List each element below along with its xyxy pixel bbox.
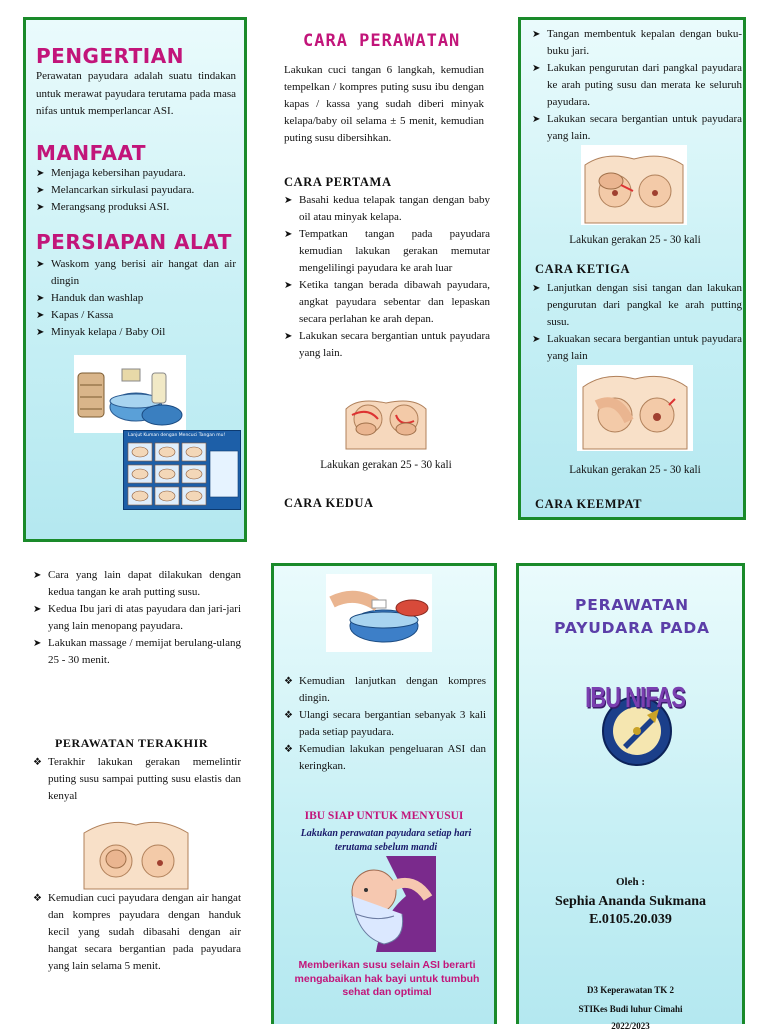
panel-pengertian <box>23 17 247 542</box>
ibu-siap-subtitle: Lakukan perawatan payudara setiap hari terutama sebelum mandi <box>300 828 472 853</box>
manfaat-item: ➤ Melancarkan sirkulasi payudara. <box>36 182 236 199</box>
logo-text: IBU NIFAS <box>585 681 685 714</box>
alat-item: ➤ Waskom yang berisi air hangat dan air dingin <box>36 256 236 290</box>
cara-keempat-list <box>33 567 241 669</box>
poster-title: Lanjut Kuman dengan Mencuci Tangan mu! <box>128 433 226 438</box>
cara-pertama-item: ➤ Basahi kedua telapak tangan dengan baby oil atau minyak kelapa. <box>284 192 490 226</box>
manfaat-list <box>36 165 236 216</box>
cara-perawatan-intro: Lakukan cuci tangan 6 langkah, kemudian tempelkan / kompres puting susu ibu dengan kapas / kassa yang sudah diberi minyak kelapa/baby oil selama ± 5 menit, kemudian puting susu dibersihkan. <box>284 64 484 144</box>
pengertian-heading: PENGERTIAN <box>36 44 184 68</box>
panel-cara-ketiga <box>518 17 746 520</box>
perawatan-terakhir-heading: PERAWATAN TERAKHIR <box>55 736 209 750</box>
alat-list <box>36 256 236 341</box>
cover-title: PERAWATAN PAYUDARA PADA <box>554 596 710 637</box>
panel-cara-perawatan <box>276 17 496 542</box>
cara-kedua-caption: Lakukan gerakan 25 - 30 kali <box>569 234 701 246</box>
cara-ketiga-caption: Lakukan gerakan 25 - 30 kali <box>569 464 701 476</box>
manfaat-heading: MANFAAT <box>36 140 147 165</box>
terakhir-item: ❖ Terakhir lakukan gerakan memelintir puting susu sampai putting susu elastis dan kenyal <box>33 754 241 805</box>
massage-illustration-2 <box>581 145 687 225</box>
cara-kedua-heading: CARA KEDUA <box>284 496 374 510</box>
panel-perawatan-terakhir <box>25 563 247 1024</box>
panel-cover <box>516 563 745 1031</box>
alat-item: ➤ Minyak kelapa / Baby Oil <box>36 324 236 341</box>
tahun-text: 2022/2023 <box>611 1021 650 1031</box>
cara-kedua-item: ➤ Lakukan pengurutan dari pangkal payudara ke arah puting susu dan merata ke seluruh payudara. <box>532 60 742 111</box>
final-list <box>33 890 241 975</box>
asi-message: Memberikan susu selain ASI berarti mengabaikan hak bayi untuk tumbuh sehat dan optimal <box>294 959 480 998</box>
kompres-list <box>284 673 486 775</box>
kompres-item: ❖ Ulangi secara bergantian sebanyak 3 kali pada setiap payudara. <box>284 707 486 741</box>
cara-ketiga-item: ➤ Lakuakan secara bergantian untuk payudara yang lain <box>532 331 742 365</box>
massage-illustration-3 <box>577 365 693 451</box>
prodi-text: D3 Keperawatan TK 2 <box>586 985 675 995</box>
kompres-item: ❖ Kemudian lanjutkan dengan kompres dingin. <box>284 673 486 707</box>
manfaat-item: ➤ Menjaga kebersihan payudara. <box>36 165 236 182</box>
cara-kedua-item: ➤ Lakukan secara bergantian untuk payudara yang lain. <box>532 111 742 145</box>
manfaat-item: ➤ Merangsang produksi ASI. <box>36 199 236 216</box>
cara-pertama-item: ➤ Ketika tangan berada dibawah payudara, angkat payudara sebentar dan lepaskan secara perlahan ke arah depan. <box>284 277 490 328</box>
cara-pertama-caption: Lakukan gerakan 25 - 30 kali <box>320 459 452 471</box>
ibu-nifas-logo <box>575 681 695 771</box>
cara-pertama-item: ➤ Tempatkan tangan pada payudara kemudian lakukan gerakan memutar mengelilingi payudara ke arah luar <box>284 226 490 277</box>
cara-pertama-list <box>284 192 490 362</box>
cara-keempat-heading: CARA KEEMPAT <box>535 497 643 511</box>
oleh-label: Oleh : <box>615 876 646 888</box>
compress-bowl-illustration <box>326 574 432 652</box>
kompres-item: ❖ Kemudian lakukan pengeluaran ASI dan keringkan. <box>284 741 486 775</box>
panel-ibu-siap-menyusui <box>271 563 497 1024</box>
ibu-siap-heading: IBU SIAP UNTUK MENYUSUI <box>304 810 464 822</box>
cara-ketiga-item: ➤ Lanjutkan dengan sisi tangan dan lakukan pengurutan dari pangkal ke arah putting susu. <box>532 280 742 331</box>
breastfeeding-illustration <box>336 856 436 952</box>
cara-keempat-item: ➤ Lakukan massage / memijat berulang-ulang 25 - 30 menit. <box>33 635 241 669</box>
alat-item: ➤ Handuk dan washlap <box>36 290 236 307</box>
kampus-text: STIKes Budi luhur Cimahi <box>578 1004 683 1014</box>
cara-keempat-item: ➤ Kedua Ibu jari di atas payudara dan jari-jari yang lain menopang payudara. <box>33 601 241 635</box>
nipple-twist-illustration <box>80 813 192 891</box>
massage-illustration-1 <box>338 379 434 451</box>
cara-kedua-item: ➤ Tangan membentuk kepalan dengan buku-buku jari. <box>532 26 742 60</box>
tools-illustration <box>74 355 186 433</box>
author-name: Sephia Ananda Sukmana <box>555 894 706 909</box>
cara-keempat-item: ➤ Cara yang lain dapat dilakukan dengan kedua tangan ke arah putting susu. <box>33 567 241 601</box>
cara-pertama-heading: CARA PERTAMA <box>284 175 392 189</box>
cara-ketiga-list <box>532 280 742 365</box>
cara-perawatan-heading: CARA PERAWATAN <box>303 31 461 51</box>
author-nim: E.0105.20.039 <box>589 912 672 927</box>
handwash-poster <box>123 430 241 510</box>
cara-kedua-list <box>532 26 742 145</box>
pengertian-text: Perawatan payudara adalah suatu tindakan untuk merawat payudara terutama pada masa nifas untuk memperlancar ASI. <box>36 70 236 117</box>
cara-pertama-item: ➤ Lakukan secara bergantian untuk payudara yang lain. <box>284 328 490 362</box>
persiapan-alat-heading: PERSIAPAN ALAT <box>36 229 232 254</box>
final-item: ❖ Kemudian cuci payudara dengan air hangat dan kompres payudara dengan handuk kecil yang sudah dibasahi dengan air hangat secara bergantian pada payudara yang lain selama 5 menit. <box>33 890 241 975</box>
alat-item: ➤ Kapas / Kassa <box>36 307 236 324</box>
terakhir-list <box>33 754 241 805</box>
cara-ketiga-heading: CARA KETIGA <box>535 262 631 276</box>
